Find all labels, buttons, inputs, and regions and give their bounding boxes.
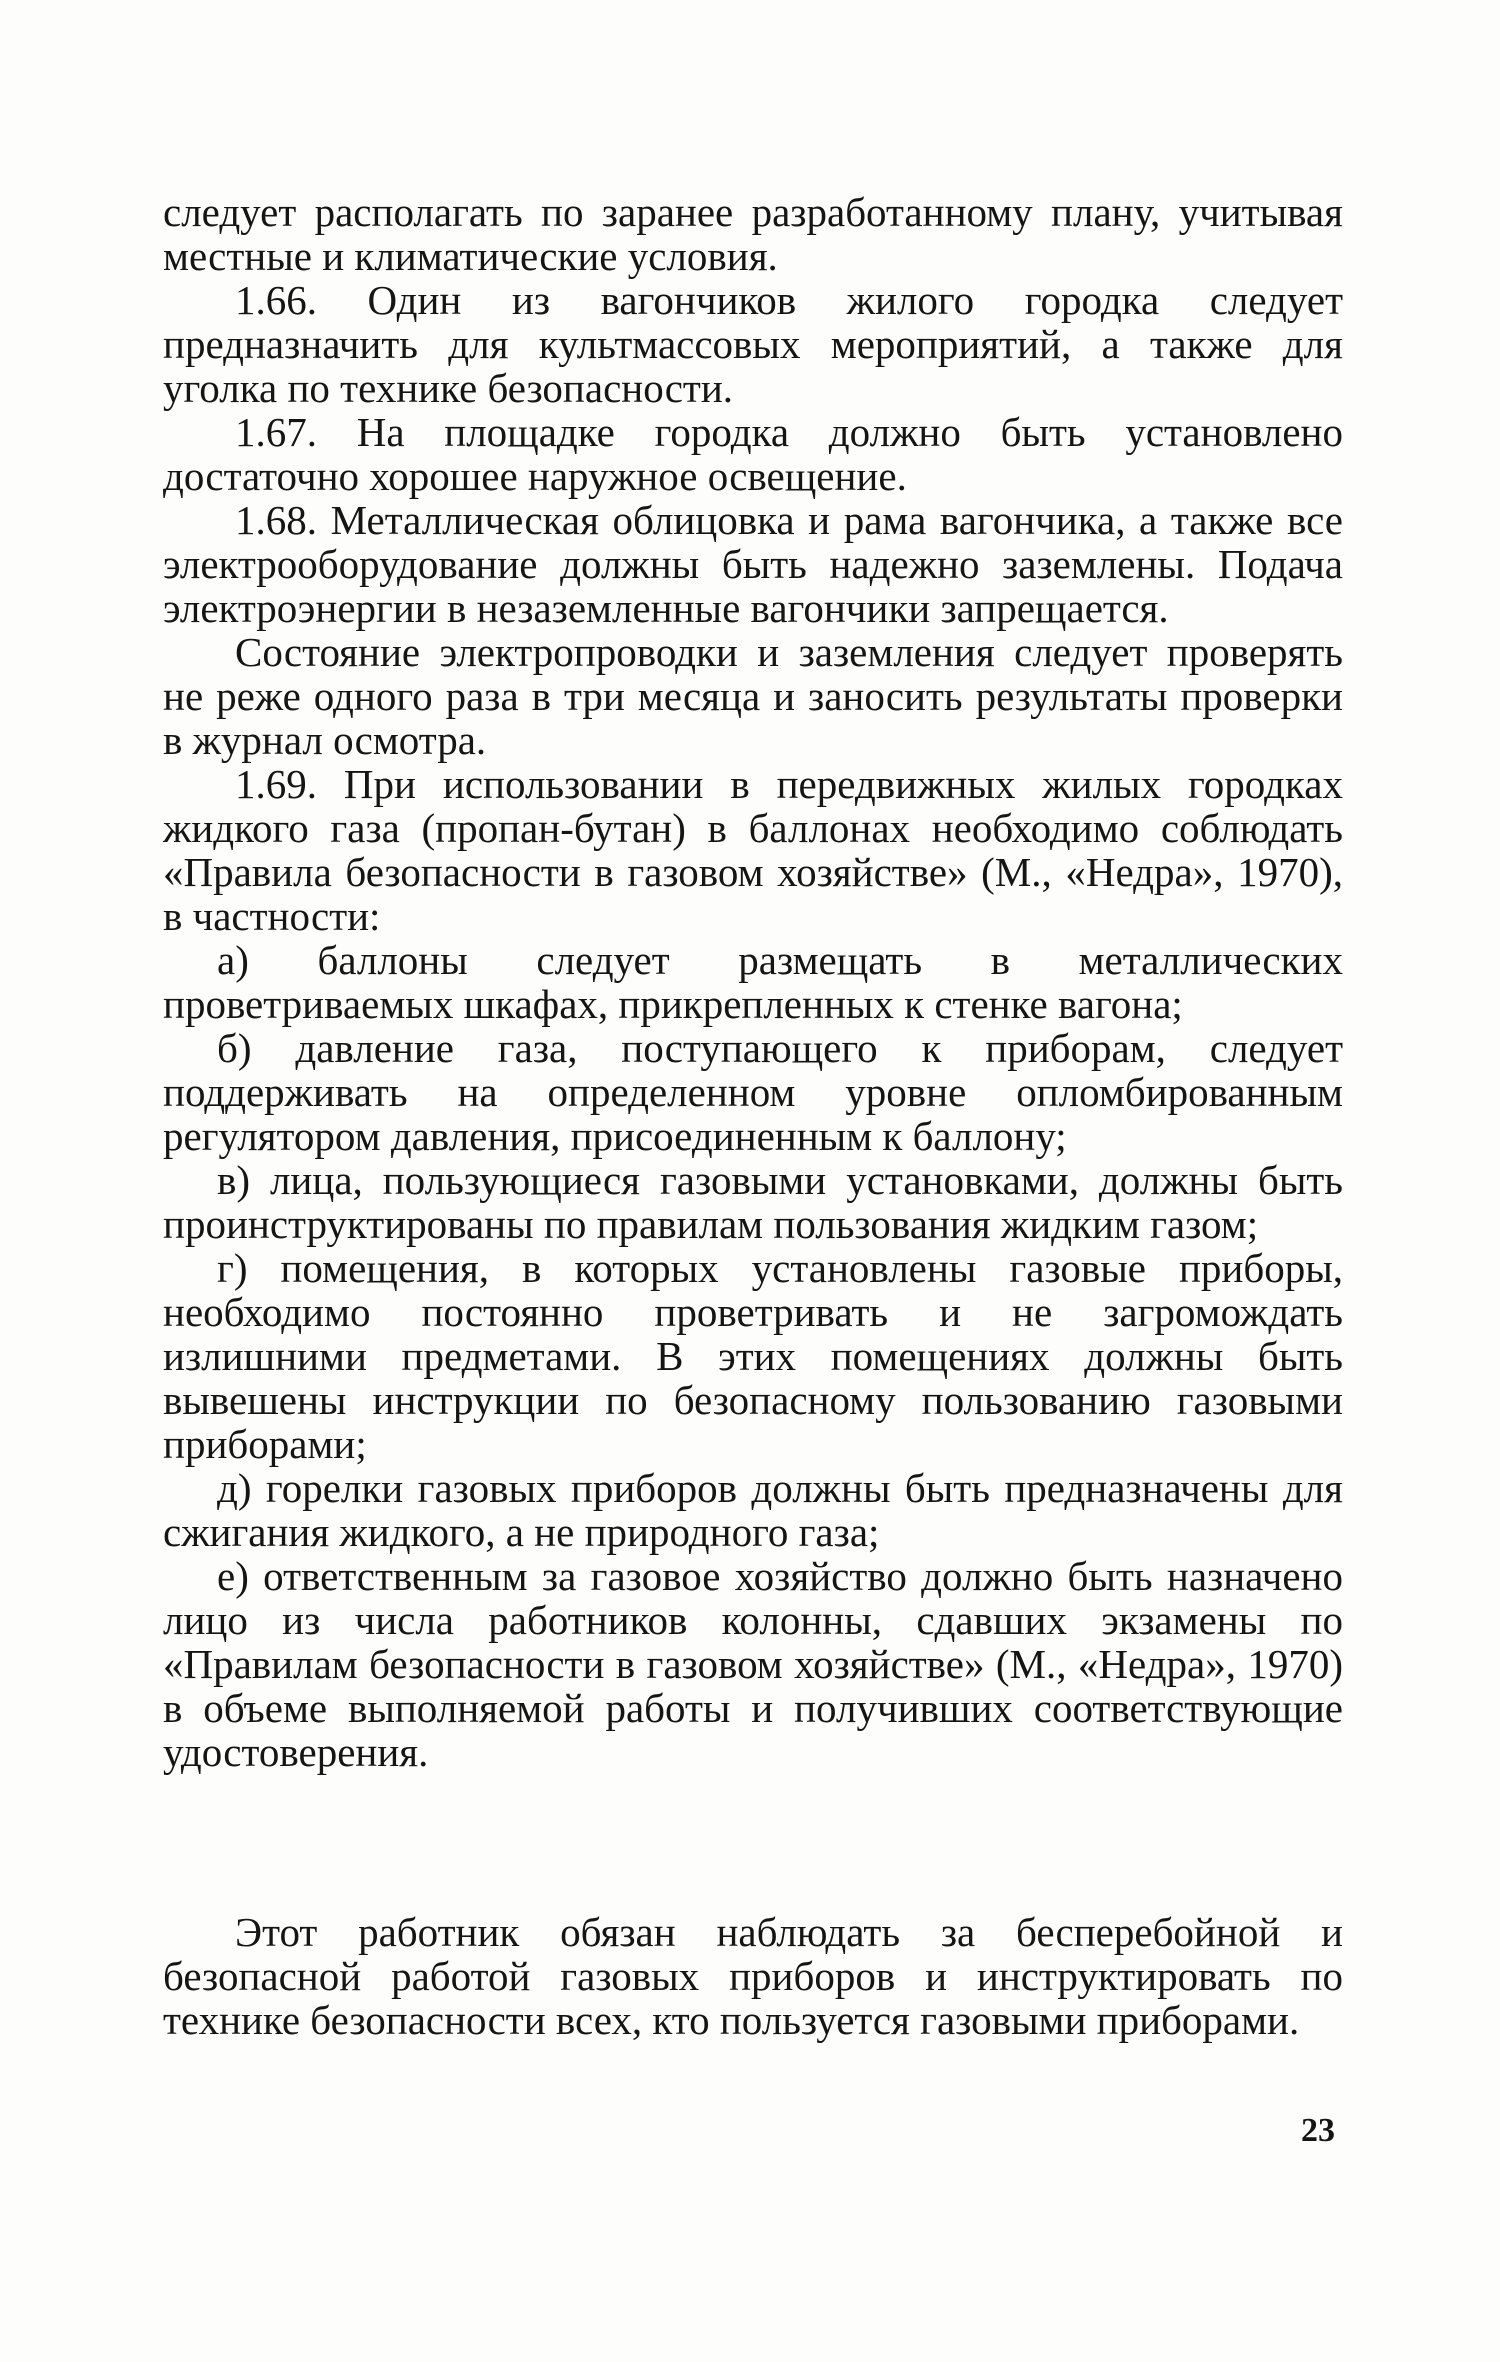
paragraph-1-68: 1.68. Металлическая облицовка и рама вагончика, а также все электрооборудование должны быть надежно заземлены. Подача электроэнергии в незаземленные вагончики запрещается.	[163, 497, 1343, 631]
list-item-g: г) помещения, в которых установлены газовые приборы, необходимо постоянно проветривать и не загромождать излишними предметами. В этих помещениях должны быть вывешены инструкции по безопасному пользованию газовыми приборами;	[163, 1245, 1343, 1467]
paragraph-continuation: следует располагать по заранее разработанному плану, учитывая местные и климатические условия.	[163, 189, 1343, 279]
list-item-d: д) горелки газовых приборов должны быть предназначены для сжигания жидкого, а не природного газа;	[163, 1465, 1343, 1555]
list-item-a: а) баллоны следует размещать в металлических проветриваемых шкафах, прикрепленных к стенке вагона;	[163, 937, 1343, 1027]
paragraph-wiring-inspection: Состояние электропроводки и заземления следует проверять не реже одного раза в три месяца и заносить результаты проверки в журнал осмотра.	[163, 629, 1343, 763]
paragraph-1-69: 1.69. При использовании в передвижных жилых городках жидкого газа (пропан-бутан) в баллонах необходимо соблюдать «Правила безопасности в газовом хозяйстве» (М., «Недра», 1970), в частности:	[163, 761, 1343, 939]
paragraph-1-67: 1.67. На площадке городка должно быть установлено достаточно хорошее наружное освещение.	[163, 409, 1343, 499]
list-item-e: е) ответственным за газовое хозяйство должно быть назначено лицо из числа работников колонны, сдавших экзамены по «Правилам безопасности в газовом хозяйстве» (М., «Недра», 1970) в объеме выполняемой работы и получивших соответствующие удостоверения.	[163, 1553, 1343, 1775]
list-item-b: б) давление газа, поступающего к приборам, следует поддерживать на определенном уровне опломбированным регулятором давления, присоединенным к баллону;	[163, 1025, 1343, 1159]
paragraph-responsible-worker: Этот работник обязан наблюдать за бесперебойной и безопасной работой газовых приборов и инструктировать по технике безопасности всех, кто пользуется газовыми приборами.	[163, 1909, 1343, 2043]
main-text	[163, 190, 1343, 1774]
bottom-text	[163, 1910, 1343, 2042]
list-item-v: в) лица, пользующиеся газовыми установками, должны быть проинструктированы по правилам пользования жидким газом;	[163, 1157, 1343, 1247]
paragraph-1-66: 1.66. Один из вагончиков жилого городка следует предназначить для культмассовых мероприятий, а также для уголка по технике безопасности.	[163, 277, 1343, 411]
page-number: 23	[1301, 2112, 1335, 2149]
